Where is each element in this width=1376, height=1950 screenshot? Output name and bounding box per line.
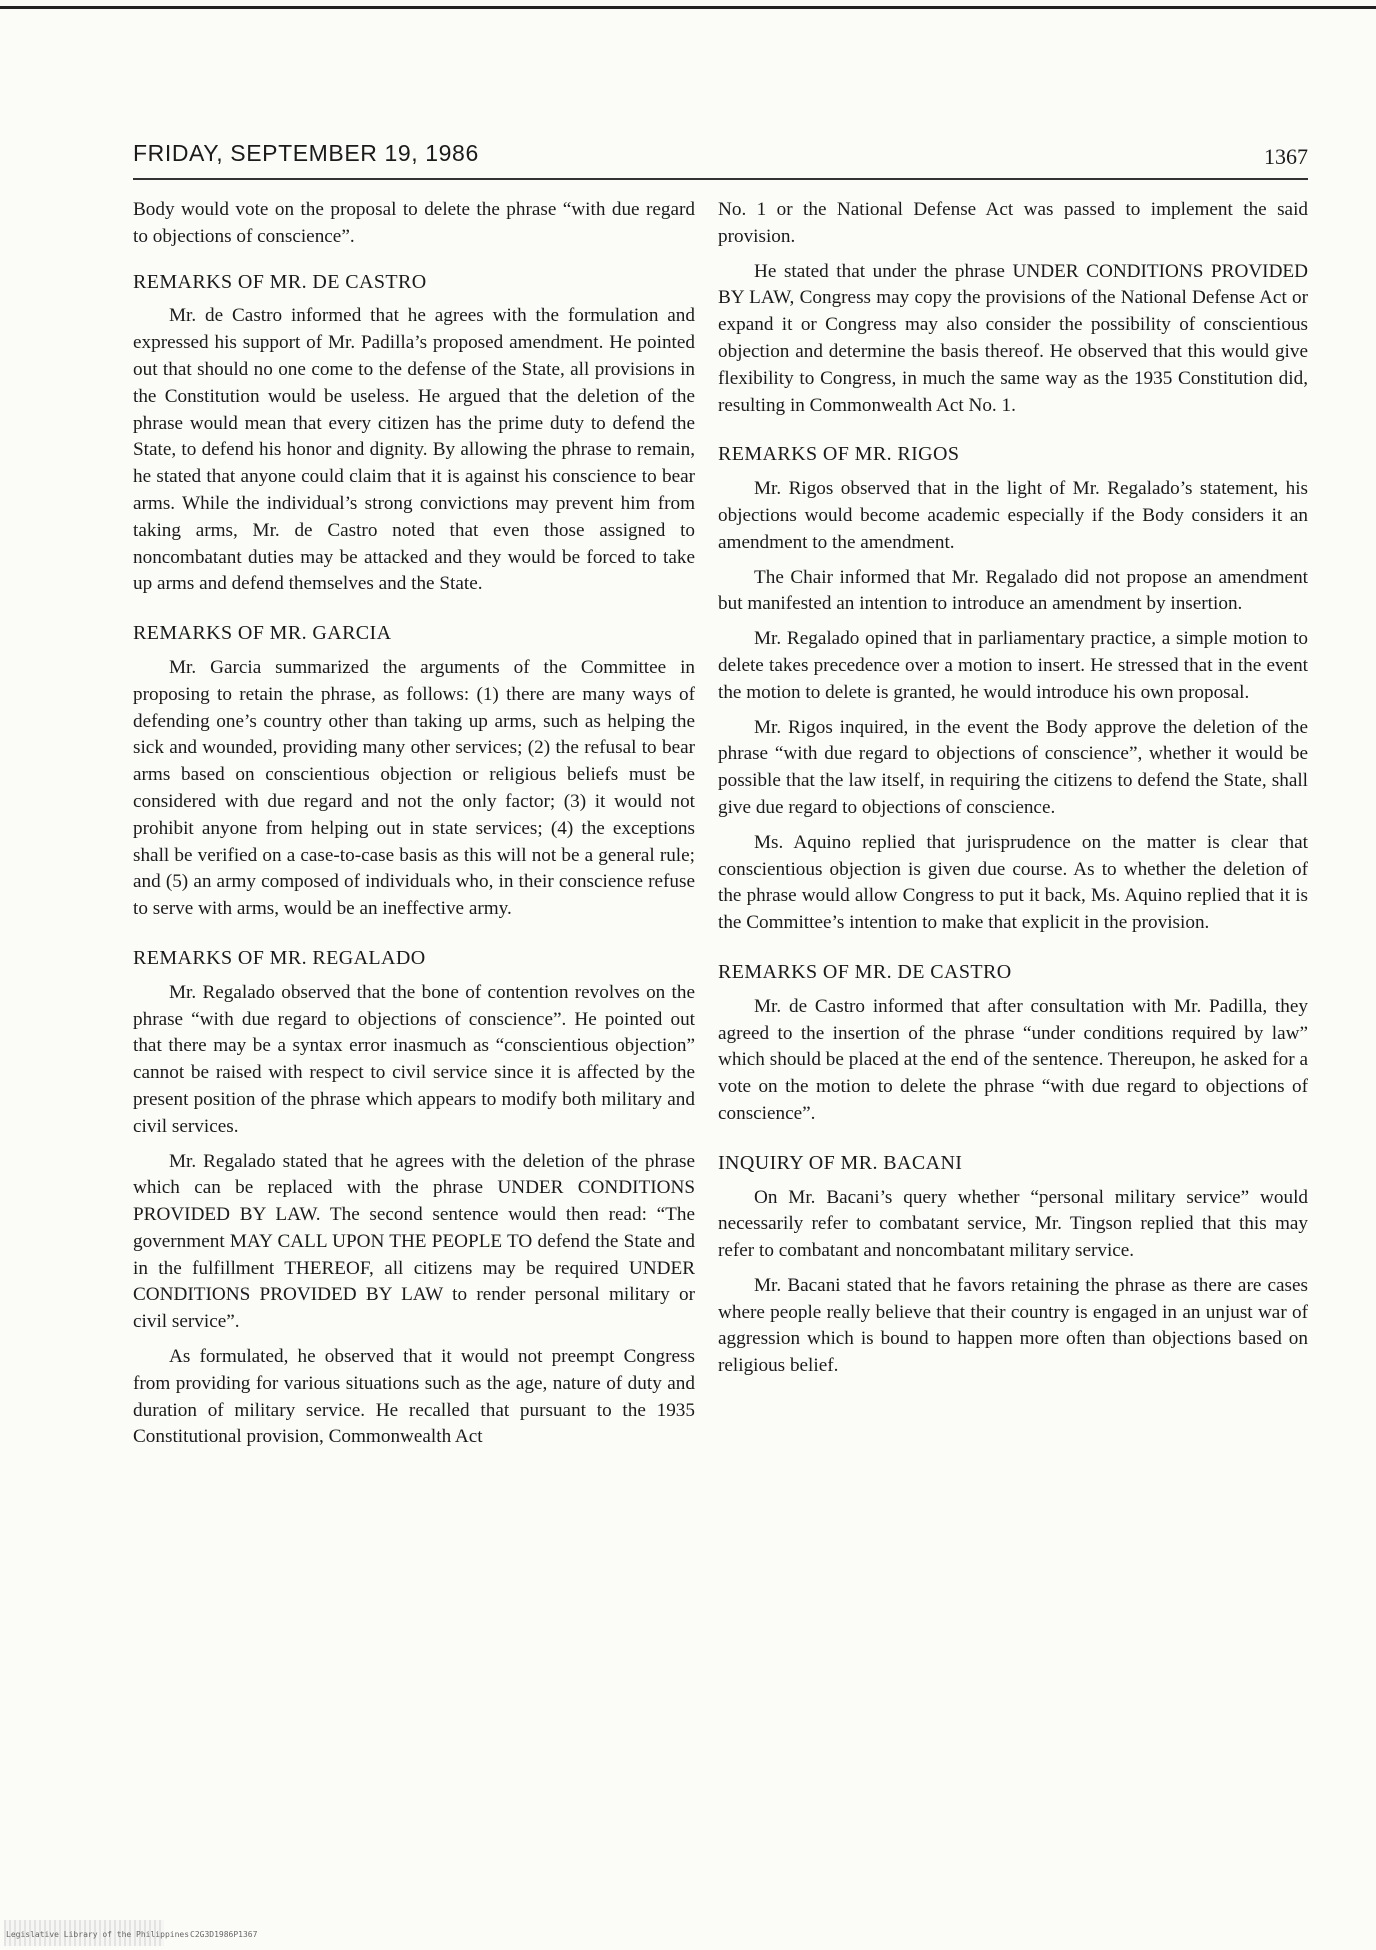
paragraph: Mr. Rigos observed that in the light of Mr. Regalado’s statement, his objections would become academic especially if the Body considers it an amendment to the amendment.	[718, 478, 1308, 553]
paragraph: He stated that under the phrase UNDER CONDITIONS PROVIDED BY LAW, Congress may copy the provisions of the National Defense Act or expand it or Congress may also consider the possibility of conscientious objection and determine the basis thereof. He observed that this would give flexibility to Congress, in much the same way as the 1935 Constitution did, resulting in Commonwealth Act No. 1.	[718, 260, 1308, 416]
paragraph: Mr. Garcia summarized the arguments of the Committee in proposing to retain the phrase, as follows: (1) there are many ways of defending one’s country other than taking up arms, such as helping the sick and wounded, providing many other services; (2) the refusal to bear arms based on conscientious objection or religious beliefs must be considered with due regard and not the only factor; (3) it would not prohibit anyone from helping out in state services; (4) the exceptions shall be verified on a case-to-case basis as this will not be a general rule; and (5) an army composed of individuals who, in their conscience refuse to serve with arms, would be an ineffective army.	[133, 656, 695, 920]
section-heading: REMARKS OF MR. REGALADO	[133, 946, 426, 969]
document-code: C2G3D1986P1367	[190, 1930, 258, 1939]
paragraph: On Mr. Bacani’s query whether “personal military service” would necessarily refer to combatant service, Mr. Tingson replied that this may refer to combatant and noncombatant military service.	[718, 1186, 1308, 1262]
paragraph: The Chair informed that Mr. Regalado did not propose an amendment but manifested an intention to introduce an amendment by insertion.	[718, 566, 1308, 615]
scan-footer	[0, 1908, 1376, 1948]
paragraph: Mr. Regalado opined that in parliamentary practice, a simple motion to delete takes precedence over a motion to insert. He stressed that in the event the motion to delete is granted, he would introduce his own proposal.	[718, 628, 1308, 703]
section-heading: REMARKS OF MR. RIGOS	[718, 443, 960, 466]
paragraph: Mr. de Castro informed that he agrees with the formulation and expressed his support of Mr. Padilla’s proposed amendment. He pointed out that should no one come to the defense of the State, all provisions in the Constitution would be useless. He argued that the deletion of the phrase would mean that every citizen has the prime duty to defend the State, to defend his honor and dignity. By allowing the phrase to remain, he stated that anyone could claim that it is against his conscience to bear arms. While the individual’s strong convictions may prevent him from taking arms, Mr. de Castro noted that even those assigned to noncombatant duties may be attacked and they would be forced to take up arms and defend themselves and the State.	[133, 305, 695, 595]
paragraph: Mr. Regalado observed that the bone of contention revolves on the phrase “with due regard to objections of conscience”. He pointed out that there may be a syntax error inasmuch as “conscientious objection” cannot be raised with respect to civil service since it is affected by the present position of the phrase which appears to modify both military and civil services.	[133, 981, 695, 1137]
library-credit: Legislative Library of the Philippines	[6, 1930, 190, 1939]
paragraph: As formulated, he observed that it would not preempt Congress from providing for various situations such as the age, nature of duty and duration of military service. He recalled that pursuant to the 1935 Constitutional provision, Commonwealth Act	[133, 1346, 695, 1448]
section-heading: REMARKS OF MR. GARCIA	[133, 622, 392, 645]
paragraph: Mr. Regalado stated that he agrees with the deletion of the phrase which can be replaced with the phrase UNDER CONDITIONS PROVIDED BY LAW. The second sentence would then read: “The government MAY CALL UPON THE PEOPLE TO defend the State and in the fulfillment THEREOF, all citizens may be required UNDER CONDITIONS PROVIDED BY LAW to render personal military or civil service”.	[133, 1150, 695, 1333]
header-date: FRIDAY, SEPTEMBER 19, 1986	[133, 140, 479, 166]
section-heading: REMARKS OF MR. DE CASTRO	[133, 270, 427, 293]
page-header	[133, 140, 1308, 174]
section-heading: INQUIRY OF MR. BACANI	[718, 1151, 963, 1174]
section-heading: REMARKS OF MR. DE CASTRO	[718, 960, 1012, 983]
page-number: 1367	[1264, 144, 1308, 169]
header-rule	[133, 178, 1308, 180]
paragraph: Body would vote on the proposal to delete the phrase “with due regard to objections of conscience”.	[133, 199, 695, 247]
paragraph: Mr. de Castro informed that after consultation with Mr. Padilla, they agreed to the insertion of the phrase “under conditions required by law” which should be placed at the end of the sentence. Thereupon, he asked for a vote on the motion to delete the phrase “with due regard to objections of conscience”.	[718, 995, 1308, 1124]
paragraph: No. 1 or the National Defense Act was passed to implement the said provision.	[718, 199, 1308, 247]
paragraph: Ms. Aquino replied that jurisprudence on the matter is clear that conscientious objection is given due course. As to whether the deletion of the phrase would allow Congress to put it back, Ms. Aquino replied that it is the Committee’s intention to make that explicit in the provision.	[718, 831, 1308, 934]
right-column	[718, 197, 1308, 1837]
top-border-rule	[0, 6, 1376, 9]
paragraph: Mr. Rigos inquired, in the event the Body approve the deletion of the phrase “with due regard to objections of conscience”, whether it would be possible that the law itself, in requiring the citizens to defend the State, shall give due regard to objections of conscience.	[718, 716, 1308, 818]
left-column	[133, 197, 695, 1837]
paragraph: Mr. Bacani stated that he favors retaining the phrase as there are cases where people really believe that their country is engaged in an unjust war of aggression which is bound to happen more often than objections based on religious belief.	[718, 1274, 1308, 1377]
